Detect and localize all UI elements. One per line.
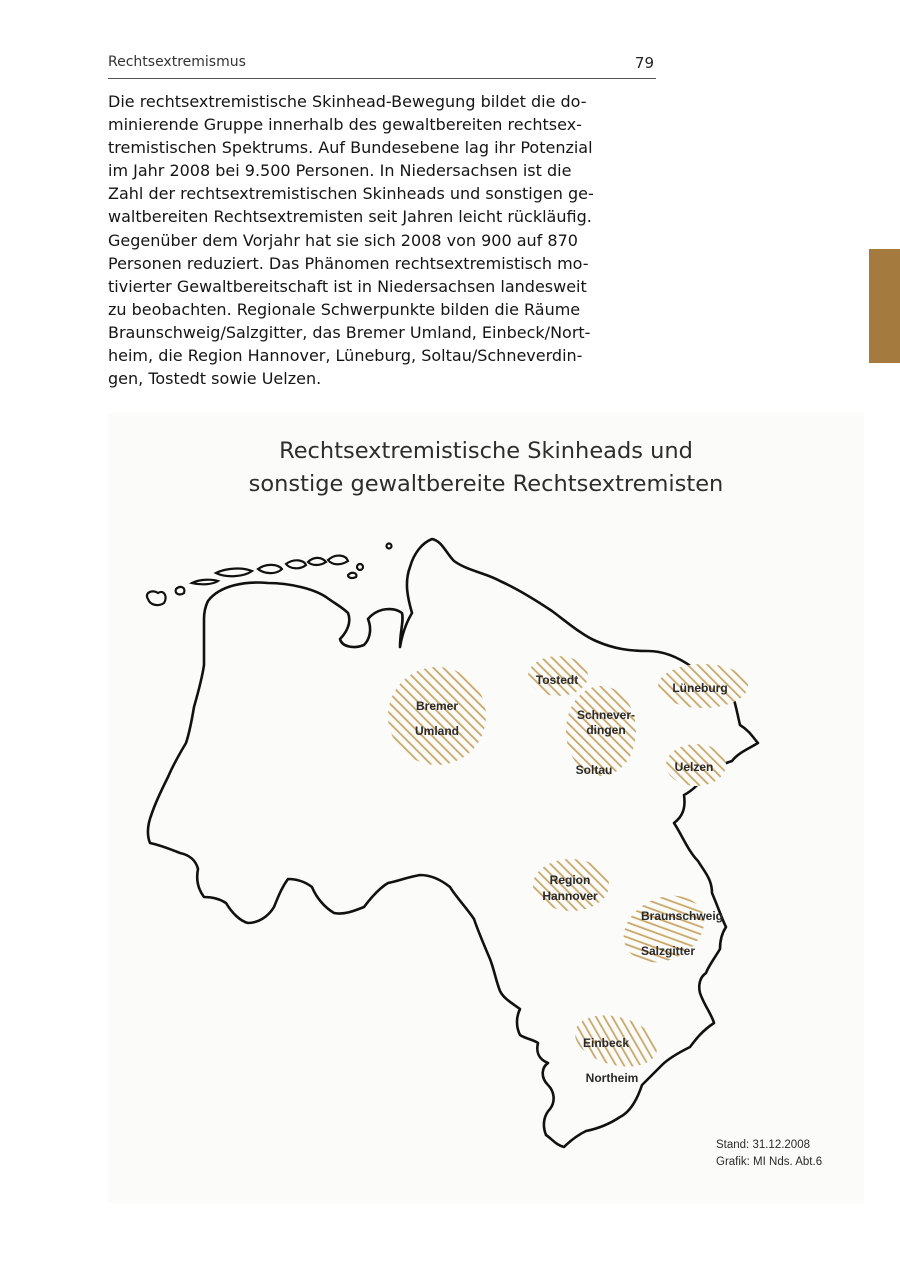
text-line: minierende Gruppe innerhalb des gewaltbereiten rechtsex- [108,115,582,135]
label-einbeck: Einbeck [582,1036,630,1050]
text-line: gen, Tostedt sowie Uelzen. [108,369,322,389]
label-uelzen: Uelzen [674,760,714,774]
text-line: Personen reduziert. Das Phänomen rechtsextremistisch mo- [108,253,589,273]
island [176,587,185,594]
label-schnever: Schnever- [576,708,636,722]
islands [147,544,392,606]
text-line: tremistischen Spektrums. Auf Bundesebene lag ihr Potenzial [108,138,593,158]
text-line: im Jahr 2008 bei 9.500 Personen. In Niedersachsen ist die [108,161,572,181]
page-number: 79 [634,54,654,72]
label-tostedt: Tostedt [535,673,579,687]
credit-stand: Stand: 31.12.2008 [716,1139,810,1151]
text-line: Die rechtsextremistische Skinhead-Bewegung bildet die do- [108,92,587,111]
chapter-thumb-tab [869,249,900,363]
label-braunschweig: Braunschweig [640,909,724,923]
figure-title-line-1: Rechtsextremistische Skinheads und [279,438,693,464]
island [348,573,356,578]
label-soltau: Soltau [575,763,613,777]
label-dingen: dingen [586,723,626,737]
credit-grafik: Grafik: MI Nds. Abt.6 [716,1156,823,1168]
label-lueneburg: Lüneburg [672,681,728,695]
island [328,556,348,565]
text-line: Braunschweig/Salzgitter, das Bremer Umland, Einbeck/Nort- [108,322,591,342]
island [357,564,363,570]
figure-title-line-2: sonstige gewaltbereite Rechtsextremisten [248,471,724,497]
hotspot-bremer-umland [388,667,486,765]
label-region: Region [549,873,591,887]
island [308,558,326,565]
island [286,560,306,568]
label-umland: Umland [414,724,460,738]
running-header [108,52,656,79]
text-line: zu beobachten. Regionale Schwerpunkte bilden die Räume [108,299,581,319]
running-title: Rechtsextremismus [108,54,246,70]
hotspot-braunschweig-salzgitter [613,883,715,975]
island [216,569,252,577]
island [387,544,392,549]
body-paragraph [108,90,656,390]
text-line: Zahl der rechtsextremistischen Skinheads und sonstigen ge- [108,184,594,204]
text-line: tivierter Gewaltbereitschaft ist in Niedersachsen landesweit [108,276,587,296]
island [258,565,282,573]
text-line: waltbereiten Rechtsextremisten seit Jahren leicht rückläufig. [108,207,592,227]
niedersachsen-map [108,413,864,1203]
map-figure [108,413,864,1203]
text-line: heim, die Region Hannover, Lüneburg, Soltau/Schneverdin- [108,346,583,366]
island [192,580,218,585]
hotspot-areas [388,656,748,1075]
island [147,591,166,605]
text-line: Gegenüber dem Vorjahr hat sie sich 2008 von 900 auf 870 [108,230,578,250]
label-salzgitter: Salzgitter [640,944,696,958]
label-northeim: Northeim [585,1071,639,1085]
label-hannover: Hannover [542,889,598,903]
state-outline [148,539,758,1147]
label-bremer: Bremer [415,699,459,713]
